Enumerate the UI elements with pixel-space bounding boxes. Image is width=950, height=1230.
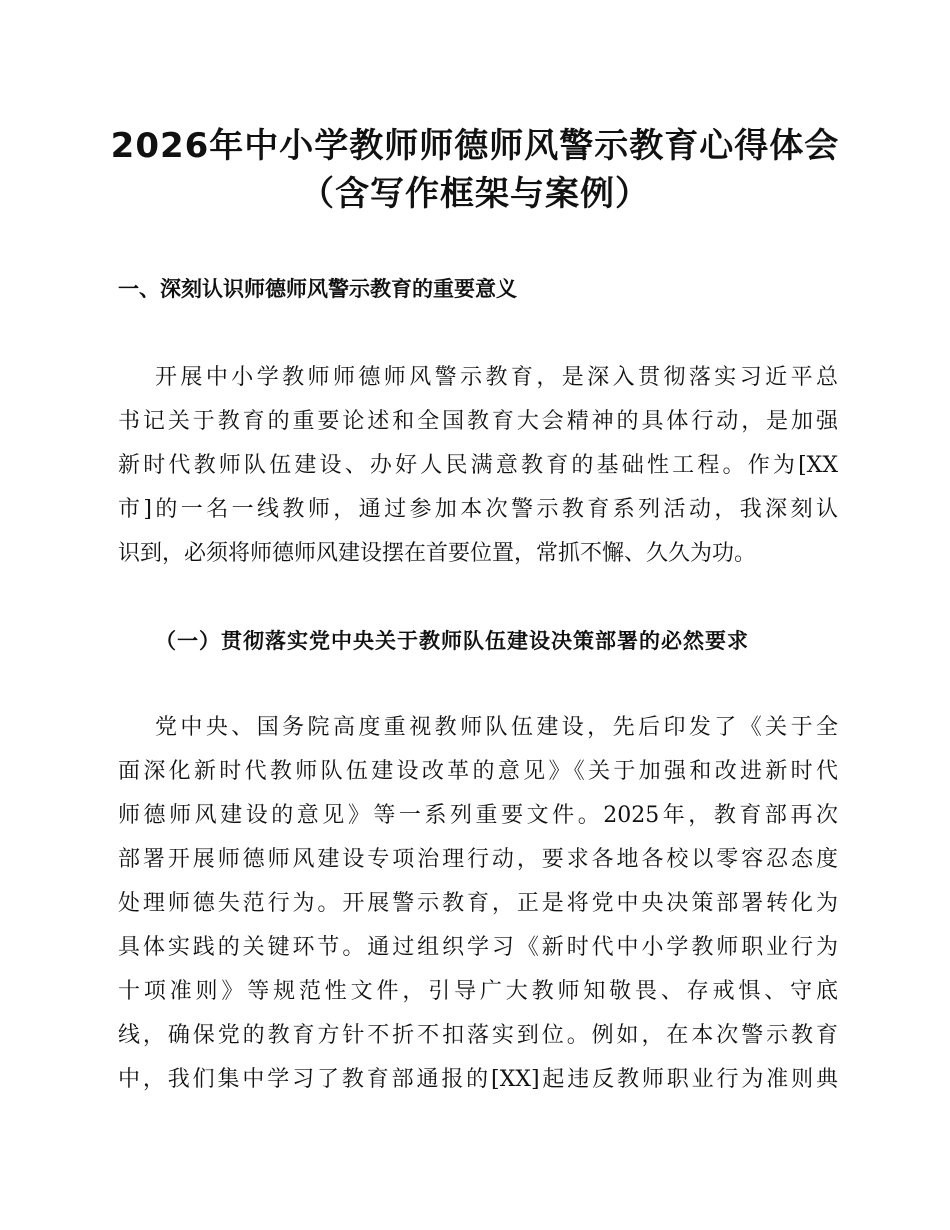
section-heading: 一、深刻认识师德师风警示教育的重要意义 [118, 277, 517, 301]
paragraph-intro [118, 356, 838, 576]
paragraph-line: 线，确保党的教育方针不折不扣落实到位。例如，在本次警示教育 [118, 1023, 838, 1048]
paragraph-line: 开展中小学教师师德师风警示教育，是深入贯彻落实习近平总 [155, 365, 838, 390]
paragraph-line: 识到，必须将师德师风建设摆在首要位置，常抓不懈、久久为功。 [118, 541, 757, 566]
subsection-heading: （一）贯彻落实党中央关于教师队伍建设决策部署的必然要求 [155, 628, 749, 653]
paragraph-line: 处理师德失范行为。开展警示教育，正是将党中央决策部署转化为 [118, 891, 838, 916]
paragraph-line: 面深化新时代教师队伍建设改革的意见》《关于加强和改进新时代 [118, 759, 838, 784]
paragraph-line: 新时代教师队伍建设、办好人民满意教育的基础性工程。作为[XX [118, 453, 838, 478]
paragraph-line: 书记关于教育的重要论述和全国教育大会精神的具体行动，是加强 [118, 409, 838, 434]
paragraph-line: 部署开展师德师风建设专项治理行动，要求各地各校以零容忍态度 [118, 847, 838, 872]
document-title: 2026年中小学教师师德师风警示教育心得体会 [110, 126, 840, 166]
paragraph-line: 中，我们集中学习了教育部通报的[XX]起违反教师职业行为准则典 [118, 1067, 838, 1092]
paragraph-line: 师德师风建设的意见》等一系列重要文件。2025年，教育部再次 [118, 803, 838, 828]
paragraph-body [118, 706, 838, 1102]
paragraph-line: 十项准则》等规范性文件，引导广大教师知敬畏、存戒惧、守底 [118, 979, 838, 1004]
paragraph-line: 党中央、国务院高度重视教师队伍建设，先后印发了《关于全 [155, 715, 838, 740]
paragraph-line: 具体实践的关键环节。通过组织学习《新时代中小学教师职业行为 [118, 935, 838, 960]
document-subtitle: （含写作框架与案例） [300, 174, 650, 214]
paragraph-line: 市]的一名一线教师，通过参加本次警示教育系列活动，我深刻认 [118, 497, 838, 522]
